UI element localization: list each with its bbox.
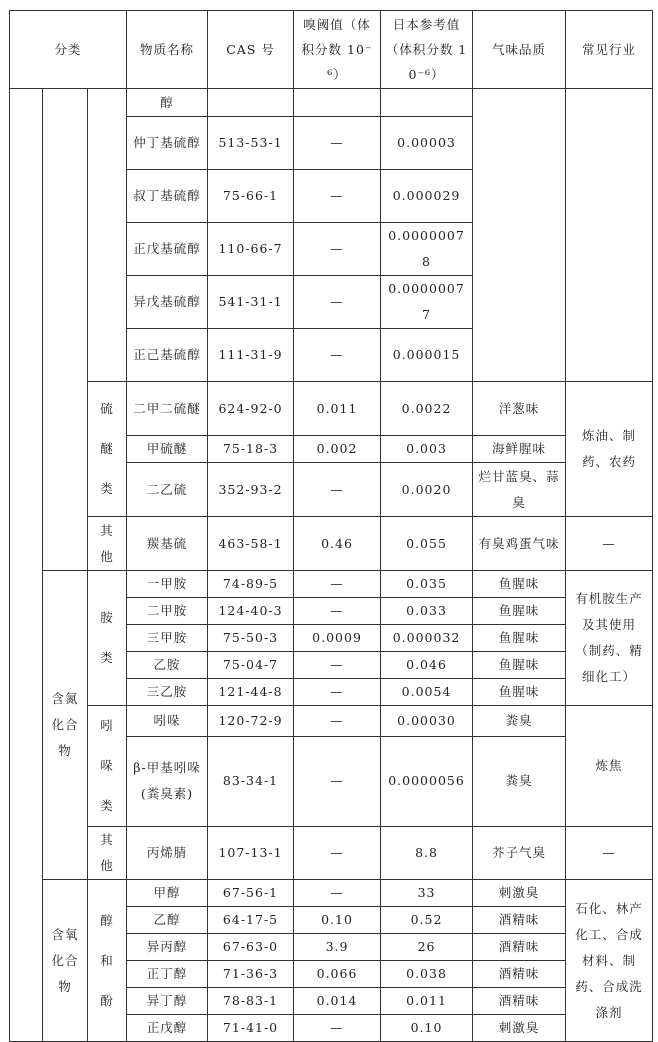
cas-number: 67-63-0	[208, 934, 294, 961]
header-threshold: 嗅阈值（体积分数 10⁻⁶）	[294, 11, 381, 89]
odor-quality: 有臭鸡蛋气味	[473, 517, 566, 571]
header-cas: CAS 号	[208, 11, 294, 89]
japan-reference-value: 0.00003	[381, 117, 473, 170]
cas-number: 541-31-1	[208, 276, 294, 329]
common-industry: —	[566, 517, 653, 571]
odor-threshold: 3.9	[294, 934, 381, 961]
japan-reference-value: 8.8	[381, 827, 473, 880]
cas-number: 111-31-9	[208, 329, 294, 382]
substance-name: 二甲胺	[127, 598, 208, 625]
common-industry: 石化、林产化工、合成材料、制药、合成洗涤剂	[566, 880, 653, 1042]
odor-threshold: —	[294, 652, 381, 679]
substance-name: 正戊醇	[127, 1015, 208, 1042]
odor-threshold: 0.0009	[294, 625, 381, 652]
table-row	[10, 706, 653, 737]
odor-threshold: 0.014	[294, 988, 381, 1015]
odor-threshold: 0.002	[294, 436, 381, 463]
cas-number: 352-93-2	[208, 463, 294, 517]
odor-quality: 芥子气臭	[473, 827, 566, 880]
odor-quality: 酒精味	[473, 988, 566, 1015]
japan-reference-value: 26	[381, 934, 473, 961]
odor-threshold: 0.011	[294, 382, 381, 436]
japan-reference-value: 0.0022	[381, 382, 473, 436]
odor-quality: 鱼腥味	[473, 571, 566, 598]
common-industry: 炼油、制药、农药	[566, 382, 653, 517]
table-row	[10, 382, 653, 436]
cas-number: 75-04-7	[208, 652, 294, 679]
japan-reference-value: 0.0020	[381, 463, 473, 517]
odor-quality: 酒精味	[473, 934, 566, 961]
cas-number: 71-41-0	[208, 1015, 294, 1042]
japan-reference-value: 0.033	[381, 598, 473, 625]
header-category: 分类	[10, 11, 127, 89]
header-japan: 日本参考值（体积分数 10⁻⁶）	[381, 11, 473, 89]
header-name: 物质名称	[127, 11, 208, 89]
odor-threshold: —	[294, 827, 381, 880]
odor-threshold: —	[294, 223, 381, 276]
substance-name: 异戊基硫醇	[127, 276, 208, 329]
category-section: 含氧化合物	[43, 880, 88, 1042]
common-industry: 有机胺生产及其使用（制药、精细化工）	[566, 571, 653, 706]
odor-threshold: 0.10	[294, 907, 381, 934]
substance-name: 三甲胺	[127, 625, 208, 652]
odor-quality: 鱼腥味	[473, 625, 566, 652]
cas-number: 624-92-0	[208, 382, 294, 436]
table-row	[10, 517, 653, 571]
japan-reference-value: 0.055	[381, 517, 473, 571]
category-section	[43, 89, 88, 571]
cas-number	[208, 89, 294, 117]
odor-quality: 粪臭	[473, 736, 566, 826]
odor-substance-table	[9, 10, 653, 1042]
substance-name: 叔丁基硫醇	[127, 170, 208, 223]
category-group: 吲哚类	[88, 706, 127, 827]
odor-quality: 烂甘蓝臭、蒜臭	[473, 463, 566, 517]
table-row	[10, 880, 653, 907]
cas-number: 64-17-5	[208, 907, 294, 934]
substance-name: 乙胺	[127, 652, 208, 679]
substance-name: 羰基硫	[127, 517, 208, 571]
common-industry: 炼焦	[566, 706, 653, 827]
table-row	[10, 89, 653, 117]
cas-number: 107-13-1	[208, 827, 294, 880]
header-industry: 常见行业	[566, 11, 653, 89]
japan-reference-value: 0.003	[381, 436, 473, 463]
cas-number: 120-72-9	[208, 706, 294, 737]
japan-reference-value: 0.52	[381, 907, 473, 934]
odor-quality: 刺激臭	[473, 880, 566, 907]
substance-name: 醇	[127, 89, 208, 117]
substance-name: 二乙硫	[127, 463, 208, 517]
substance-name: 异丁醇	[127, 988, 208, 1015]
substance-name: 异丙醇	[127, 934, 208, 961]
odor-threshold	[294, 89, 381, 117]
substance-name: 三乙胺	[127, 679, 208, 706]
japan-reference-value: 0.038	[381, 961, 473, 988]
japan-reference-value: 0.000029	[381, 170, 473, 223]
substance-name: 正丁醇	[127, 961, 208, 988]
substance-name: 吲哚	[127, 706, 208, 737]
substance-name: 乙醇	[127, 907, 208, 934]
odor-quality	[473, 89, 566, 382]
category-section: 含氮化合物	[43, 571, 88, 880]
odor-quality: 洋葱味	[473, 382, 566, 436]
japan-reference-value: 0.0000056	[381, 736, 473, 826]
category-group: 醇和酚	[88, 880, 127, 1042]
japan-reference-value: 33	[381, 880, 473, 907]
header-row	[10, 11, 653, 89]
cas-number: 71-36-3	[208, 961, 294, 988]
cas-number: 75-18-3	[208, 436, 294, 463]
cas-number: 124-40-3	[208, 598, 294, 625]
odor-threshold: —	[294, 1015, 381, 1042]
category-group	[88, 89, 127, 382]
japan-reference-value: 0.00000077	[381, 276, 473, 329]
odor-threshold: —	[294, 329, 381, 382]
substance-name: 仲丁基硫醇	[127, 117, 208, 170]
substance-name: β-甲基吲哚(粪臭素)	[127, 736, 208, 826]
odor-threshold: —	[294, 170, 381, 223]
cas-number: 110-66-7	[208, 223, 294, 276]
odor-threshold: —	[294, 117, 381, 170]
japan-reference-value: 0.000032	[381, 625, 473, 652]
substance-name: 甲醇	[127, 880, 208, 907]
cas-number: 513-53-1	[208, 117, 294, 170]
odor-quality: 酒精味	[473, 961, 566, 988]
japan-reference-value: 0.035	[381, 571, 473, 598]
cas-number: 67-56-1	[208, 880, 294, 907]
common-industry: —	[566, 827, 653, 880]
odor-quality: 鱼腥味	[473, 679, 566, 706]
japan-reference-value: 0.00000078	[381, 223, 473, 276]
cas-number: 121-44-8	[208, 679, 294, 706]
japan-reference-value: 0.00030	[381, 706, 473, 737]
substance-name: 一甲胺	[127, 571, 208, 598]
substance-name: 甲硫醚	[127, 436, 208, 463]
category-group: 胺类	[88, 571, 127, 706]
odor-threshold: —	[294, 679, 381, 706]
japan-reference-value: 0.10	[381, 1015, 473, 1042]
cas-number: 75-50-3	[208, 625, 294, 652]
japan-reference-value	[381, 89, 473, 117]
table-row	[10, 827, 653, 880]
odor-threshold: —	[294, 598, 381, 625]
odor-threshold: —	[294, 463, 381, 517]
japan-reference-value: 0.0054	[381, 679, 473, 706]
cas-number: 74-89-5	[208, 571, 294, 598]
category-group: 硫醚类	[88, 382, 127, 517]
cas-number: 78-83-1	[208, 988, 294, 1015]
substance-name: 正戊基硫醇	[127, 223, 208, 276]
odor-quality: 粪臭	[473, 706, 566, 737]
category-group: 其他	[88, 517, 127, 571]
header-odor: 气味品质	[473, 11, 566, 89]
substance-name: 正己基硫醇	[127, 329, 208, 382]
odor-quality: 鱼腥味	[473, 652, 566, 679]
odor-threshold: —	[294, 706, 381, 737]
odor-quality: 鱼腥味	[473, 598, 566, 625]
odor-threshold: 0.46	[294, 517, 381, 571]
odor-quality: 刺激臭	[473, 1015, 566, 1042]
odor-threshold: —	[294, 736, 381, 826]
odor-threshold: —	[294, 571, 381, 598]
odor-quality: 酒精味	[473, 907, 566, 934]
substance-name: 丙烯腈	[127, 827, 208, 880]
cas-number: 83-34-1	[208, 736, 294, 826]
japan-reference-value: 0.000015	[381, 329, 473, 382]
substance-name: 二甲二硫醚	[127, 382, 208, 436]
cas-number: 463-58-1	[208, 517, 294, 571]
japan-reference-value: 0.046	[381, 652, 473, 679]
common-industry	[566, 89, 653, 382]
odor-threshold: —	[294, 276, 381, 329]
category-outer-cell	[10, 89, 43, 1042]
table-row	[10, 571, 653, 598]
japan-reference-value: 0.011	[381, 988, 473, 1015]
cas-number: 75-66-1	[208, 170, 294, 223]
odor-threshold: —	[294, 880, 381, 907]
odor-threshold: 0.066	[294, 961, 381, 988]
category-group: 其他	[88, 827, 127, 880]
odor-quality: 海鲜腥味	[473, 436, 566, 463]
